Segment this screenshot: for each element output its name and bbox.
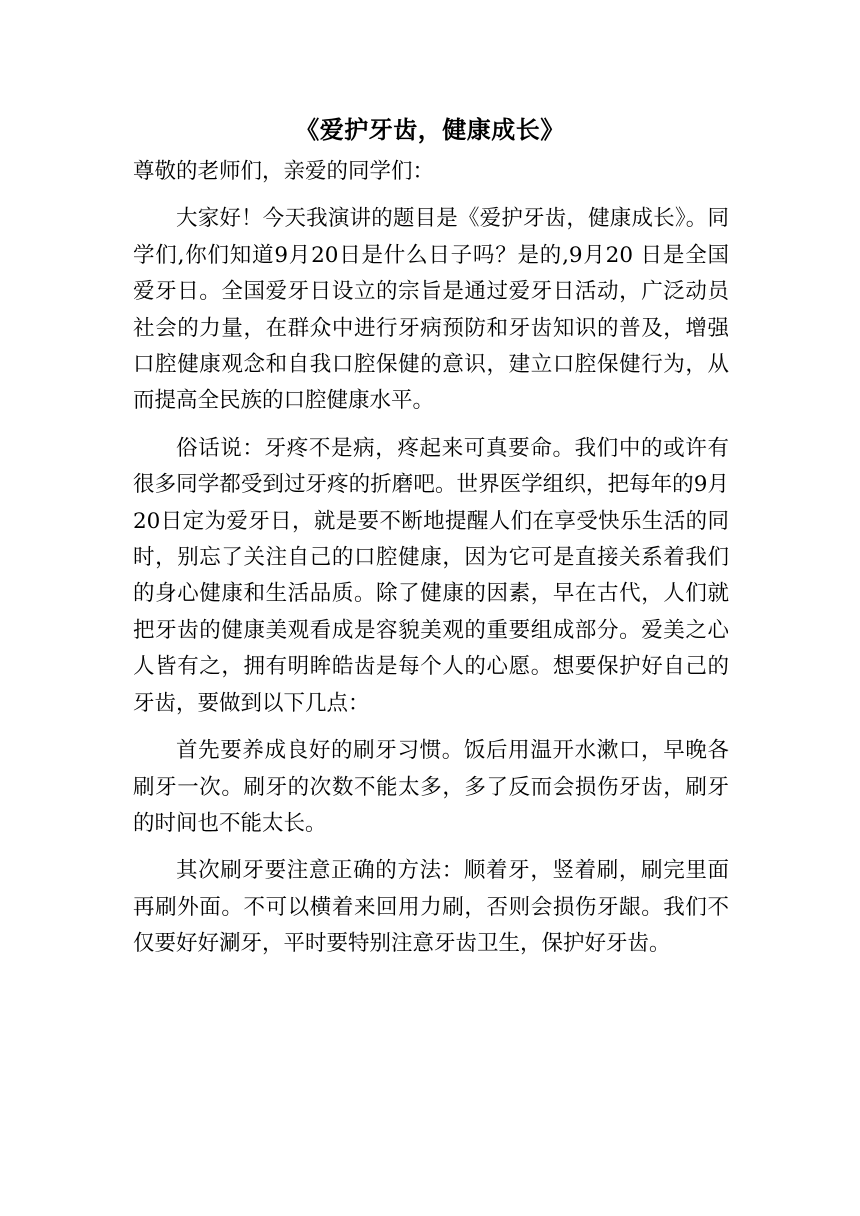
- salutation: 尊敬的老师们，亲爱的同学们：: [133, 159, 435, 184]
- paragraph-brushing-method: 其次刷牙要注意正确的方法：顺着牙，竖着刷，刷完里面再刷外面。不可以横着来回用力刷，否则会损伤牙龈。我们不仅要好好涮牙，平时要特别注意牙齿卫生，保护好牙齿。: [133, 858, 729, 957]
- document-title: 《爱护牙齿，健康成长》: [295, 116, 565, 144]
- paragraph-proverb: 俗话说：牙疼不是病，疼起来可真要命。我们中的或许有很多同学都受到过牙疼的折磨吧。世界医学组织，把每年的9月20日定为爱牙日，就是要不断地提醒人们在享受快乐生活的同时，别忘了关注自己的口腔健康，因为它可是直接关系着我们的身心健康和生活品质。除了健康的因素，早在古代，人们就把牙齿的健康美观看成是容貌美观的重要组成部分。爱美之心人皆有之，拥有明眸皓齿是每个人的心愿。想要保护好自己的牙齿，要做到以下几点：: [133, 435, 729, 716]
- paragraph-brushing-habit: 首先要养成良好的刷牙习惯。饭后用温开水漱口，早晚各刷牙一次。刷牙的次数不能太多，多了反而会损伤牙齿，刷牙的时间也不能太长。: [133, 738, 729, 836]
- document-body: [133, 154, 729, 963]
- paragraph-intro: 大家好！今天我演讲的题目是《爱护牙齿，健康成长》。同学们,你们知道9月20日是什么日子吗？是的,9月20 日是全国爱牙日。全国爱牙日设立的宗旨是通过爱牙日活动，广泛动员社会的力量，在群众中进行牙病预防和牙齿知识的普及，增强口腔健康观念和自我口腔保健的意识，建立口腔保健行为，从而提高全民族的口腔健康水平。: [133, 206, 729, 414]
